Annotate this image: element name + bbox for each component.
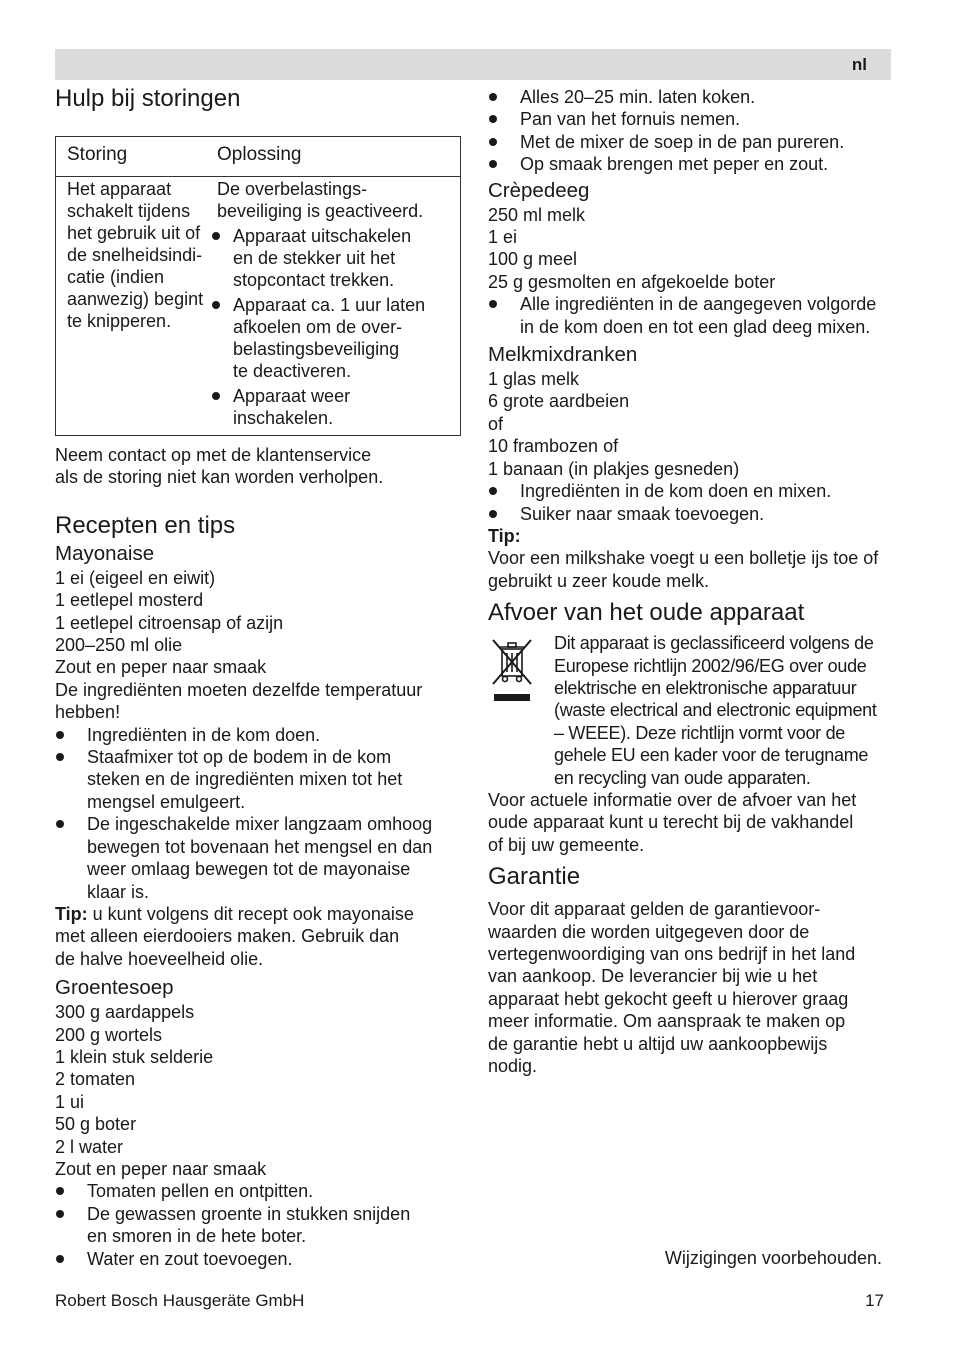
list-item <box>488 480 890 502</box>
text-line: vertegenwoordiging van ons bedrijf in het land <box>488 944 856 964</box>
ingredient: 1 klein stuk selderie <box>55 1046 214 1067</box>
ingredient: 10 frambozen of <box>488 436 619 457</box>
text-line: Water en zout toevoegen. <box>87 1248 293 1269</box>
ingredient: 1 glas melk <box>488 369 580 390</box>
table-header-oplossing: Oplossing <box>217 137 461 177</box>
ingredient: 200–250 ml olie <box>55 635 183 656</box>
text-line: inschakelen. <box>233 408 334 428</box>
ingredient: 2 l water <box>55 1136 124 1157</box>
language-label: nl <box>851 55 867 74</box>
text-line: Met de mixer de soep in de pan pureren. <box>520 131 845 152</box>
ingredient: 1 banaan (in plakjes gesneden) <box>488 458 740 479</box>
text-line: en smoren in de hete boter. <box>87 1226 307 1247</box>
text-line: de halve hoeveelheid olie. <box>55 948 264 969</box>
heading-melkmixdranken: Melkmixdranken <box>488 343 638 367</box>
heading-crepedeeg: Crèpedeeg <box>488 178 590 202</box>
list-item <box>488 293 890 338</box>
text-line: Dit apparaat is geclassificeerd volgens de <box>554 633 874 654</box>
ingredient: 1 ei <box>488 227 518 248</box>
list-item <box>488 153 890 175</box>
heading-afvoer: Afvoer van het oude apparaat <box>488 599 805 627</box>
text-line: nodig. <box>488 1056 538 1077</box>
text-line: te deactiveren. <box>233 361 352 381</box>
text-line: het gebruik uit of <box>67 223 201 243</box>
ingredient: 2 tomaten <box>55 1069 136 1090</box>
ingredient: 300 g aardappels <box>55 1002 195 1023</box>
text-line: stopcontact trekken. <box>233 270 395 290</box>
text-line: als de storing niet kan worden verholpen. <box>55 467 384 488</box>
ingredient: 1 eetlepel mosterd <box>55 590 204 611</box>
ingredient: De ingrediënten moeten dezelfde temperatuur <box>55 679 423 700</box>
text-line: Voor een milkshake voegt u een bolletje ijs toe of <box>488 548 879 569</box>
problem-cell <box>56 177 218 436</box>
list-item <box>488 86 890 108</box>
text-line: waarden die worden uitgegeven door de <box>488 921 810 942</box>
heading-recepten: Recepten en tips <box>55 511 236 539</box>
mayonaise-ingredients <box>55 567 459 724</box>
text-line: aanwezig) begint <box>67 289 204 309</box>
text-line: catie (indien <box>67 267 165 287</box>
ingredient: 6 grote aardbeien <box>488 391 630 412</box>
text-line: – WEEE). Deze richtlijn vormt voor de <box>554 722 845 743</box>
text-line: gehele EU een kader voor de terugname <box>554 745 869 766</box>
footer-page-number: 17 <box>865 1291 884 1310</box>
troubleshooting-table <box>55 136 461 436</box>
text-line: Europese richtlijn 2002/96/EG over oude <box>554 655 867 676</box>
text-line: van aankoop. De leverancier bij wie u het <box>488 966 818 987</box>
list-item <box>488 503 890 525</box>
ingredient: 50 g boter <box>55 1114 137 1135</box>
heading-mayonaise: Mayonaise <box>55 541 155 565</box>
text-line: mengsel emulgeert. <box>87 791 246 812</box>
text-line: Alle ingrediënten in de aangegeven volgorde <box>520 294 877 315</box>
crepedeeg-ingredients <box>488 204 890 294</box>
text-line: schakelt tijdens <box>67 201 191 221</box>
text-line: oude apparaat kunt u terecht bij de vakhandel <box>488 812 854 833</box>
solution-step <box>217 385 452 429</box>
footer-company: Robert Bosch Hausgeräte GmbH <box>55 1291 305 1310</box>
text-line: en de stekker uit het <box>233 248 396 268</box>
text-line: Alles 20–25 min. laten koken. <box>520 87 756 107</box>
right-column <box>488 86 890 1077</box>
groentesoep-ingredients <box>55 1001 459 1180</box>
text-line: klaar is. <box>87 881 150 902</box>
text-line: Apparaat weer <box>233 386 351 406</box>
text-line: Voor dit apparaat gelden de garantievoor- <box>488 899 821 920</box>
text-line: De gewassen groente in stukken snijden <box>87 1203 411 1224</box>
text-line: (waste electrical and electronic equipment <box>554 700 877 721</box>
list-item <box>55 1180 459 1202</box>
ingredient: 100 g meel <box>488 249 578 270</box>
ingredient: 1 eetlepel citroensap of azijn <box>55 612 284 633</box>
contact-paragraph <box>55 444 459 489</box>
mayonaise-tip <box>55 903 459 970</box>
ingredient: Zout en peper naar smaak <box>55 657 267 678</box>
list-item <box>55 1203 459 1248</box>
text-line: Voor actuele informatie over de afvoer van het <box>488 789 857 810</box>
text-line: afkoelen om de over- <box>233 317 403 337</box>
text-line: Op smaak brengen met peper en zout. <box>520 154 829 175</box>
solution-cell <box>217 177 461 436</box>
text-line: te knipperen. <box>67 311 172 331</box>
text-line: in de kom doen en tot een glad deeg mixen. <box>520 316 871 337</box>
text-line: Apparaat ca. 1 uur laten <box>233 295 426 315</box>
ingredient: of <box>488 413 504 434</box>
list-item <box>488 108 890 130</box>
text-line: beveiliging is geactiveerd. <box>217 201 424 221</box>
ingredient: 1 ei (eigeel en eiwit) <box>55 567 216 588</box>
text-line: Apparaat uitschakelen <box>233 226 412 246</box>
text-line: Ingrediënten in de kom doen en mixen. <box>520 481 832 502</box>
text-line: Neem contact op met de klantenservice <box>55 445 372 465</box>
text-line: Het apparaat <box>67 179 172 199</box>
text-line: en recycling van oude apparaten. <box>554 767 811 788</box>
weee-crossed-bin-icon <box>490 636 536 704</box>
text-line: meer informatie. Om aanspraak te maken op <box>488 1011 846 1032</box>
afvoer-info <box>488 789 890 856</box>
text-line: steken en de ingrediënten mixen tot het <box>87 769 403 790</box>
text-line: Tomaten pellen en ontpitten. <box>87 1181 314 1202</box>
text-line: weer omlaag bewegen tot de mayonaise <box>87 859 411 880</box>
list-item <box>55 1248 459 1270</box>
text-line: Pan van het fornuis nemen. <box>520 109 741 130</box>
melkmixdranken-ingredients <box>488 368 890 480</box>
changes-note: Wijzigingen voorbehouden. <box>664 1248 882 1268</box>
ingredient: 25 g gesmolten en afgekoelde boter <box>488 271 776 292</box>
text-line: gebruikt u zeer koude melk. <box>488 570 710 591</box>
list-item <box>55 724 459 746</box>
text-line: Staafmixer tot op de bodem in de kom <box>87 747 392 768</box>
text-line: bewegen tot bovenaan het mengsel en dan <box>87 836 433 857</box>
text-line: belastingsbeveiliging <box>233 339 400 359</box>
list-item <box>488 131 890 153</box>
solution-step <box>217 225 452 291</box>
tip-label: Tip: <box>488 525 521 546</box>
text-line: De overbelastings- <box>217 179 368 199</box>
text-line: apparaat hebt gekocht geeft u hierover graag <box>488 988 849 1009</box>
text-line: de snelheidsindi- <box>67 245 203 265</box>
heading-garantie: Garantie <box>488 863 581 891</box>
ingredient: 1 ui <box>55 1091 85 1112</box>
ingredient: 200 g wortels <box>55 1024 163 1045</box>
text-line: of bij uw gemeente. <box>488 834 645 855</box>
text-line: Ingrediënten in de kom doen. <box>87 724 321 745</box>
list-item <box>55 746 459 813</box>
header-bar <box>55 49 891 80</box>
list-item <box>55 813 459 903</box>
ingredient: hebben! <box>55 702 121 723</box>
solution-step <box>217 294 452 382</box>
text-line: met alleen eierdooiers maken. Gebruik dan <box>55 926 400 947</box>
text-line: elektrische en elektronische apparatuur <box>554 677 857 698</box>
text-line: Suiker naar smaak toevoegen. <box>520 503 765 524</box>
text-line: u kunt volgens dit recept ook mayonaise <box>87 903 414 924</box>
ingredient: 250 ml melk <box>488 204 586 225</box>
table-header-storing: Storing <box>56 137 218 177</box>
left-column <box>55 84 459 1270</box>
garantie-paragraph <box>488 898 890 1077</box>
weee-paragraph <box>488 632 890 789</box>
text-line: De ingeschakelde mixer langzaam omhoog <box>87 814 433 835</box>
text-line: de garantie hebt u altijd uw aankoopbewijs <box>488 1033 828 1054</box>
heading-groentesoep: Groentesoep <box>55 976 174 1000</box>
heading-storingen: Hulp bij storingen <box>55 85 241 112</box>
tip-label: Tip: <box>55 903 88 924</box>
melk-tip <box>488 547 890 592</box>
ingredient: Zout en peper naar smaak <box>55 1158 267 1179</box>
